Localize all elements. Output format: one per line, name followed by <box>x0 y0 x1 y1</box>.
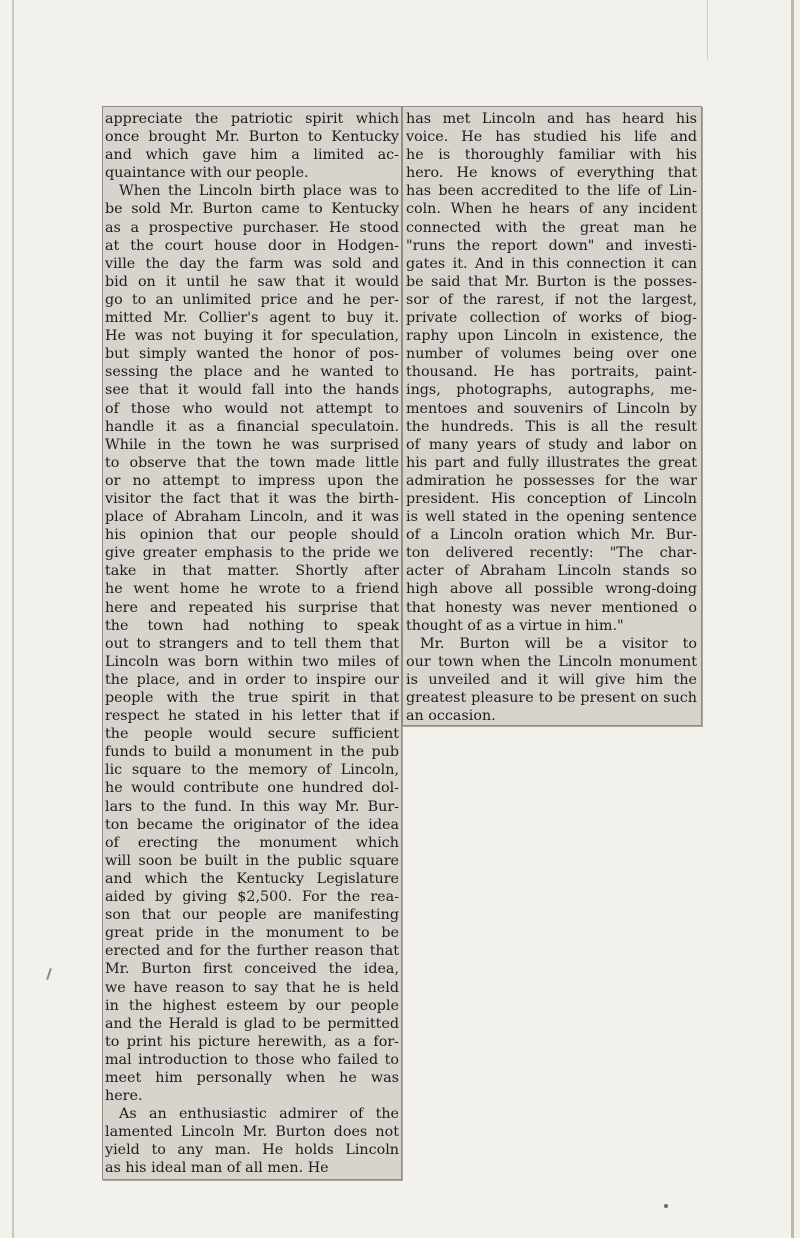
text-line: he went home he wrote to a friend <box>105 581 399 598</box>
text-line: be said that Mr. Burton is the posses- <box>406 273 697 290</box>
text-line: quaintance with our people. <box>105 165 309 182</box>
text-line: thousand. He has portraits, paint- <box>406 364 697 381</box>
text-line: of many years of study and labor on <box>406 436 697 453</box>
text-line: He was not buying it for speculation, <box>105 328 399 345</box>
text-line: gates it. And in this connection it can <box>406 255 697 272</box>
text-line: "runs the report down" and investi- <box>406 237 697 254</box>
text-line: people with the true spirit in that <box>105 690 399 706</box>
text-line: as his ideal man of all men. He <box>105 1160 329 1177</box>
text-line: see that it would fall into the hands <box>105 382 399 399</box>
page-edge-left <box>12 0 14 1238</box>
text-line: of a Lincoln oration which Mr. Bur- <box>406 527 697 544</box>
text-line: ton delivered recently: "The char- <box>406 545 697 562</box>
text-line: acter of Abraham Lincoln stands so <box>406 563 697 580</box>
text-line: lamented Lincoln Mr. Burton does not <box>105 1124 399 1141</box>
text-line: mal introduction to those who failed to <box>105 1051 399 1068</box>
text-line: Mr. Burton first conceived the idea, <box>105 961 399 978</box>
text-line: ton became the originator of the idea <box>105 816 399 833</box>
text-line: lic square to the memory of Lincoln, <box>105 762 399 779</box>
text-line: and which the Kentucky Legislature <box>105 870 399 887</box>
text-line: has been accredited to the life of Lin- <box>406 183 697 200</box>
text-line: the place, and in order to inspire our <box>105 671 399 688</box>
text-line: appreciate the patriotic spirit which <box>105 111 399 127</box>
text-line: here and repeated his surprise that <box>105 599 399 616</box>
text-line: of erecting the monument which <box>105 834 399 851</box>
text-line: admiration he possesses for the war <box>406 472 697 489</box>
text-line: greatest pleasure to be present on such <box>406 690 697 706</box>
text-line: take in that matter. Shortly after <box>105 563 399 580</box>
page-fold-line <box>707 0 708 60</box>
text-line: go to an unlimited price and he per- <box>105 291 399 308</box>
text-line: respect he stated in his letter that if <box>105 708 399 725</box>
text-line: here. <box>105 1088 143 1105</box>
text-line: number of volumes being over one <box>406 346 697 363</box>
text-line: to print his picture herewith, as a for- <box>105 1033 399 1050</box>
text-line: his opinion that our people should <box>105 527 399 544</box>
text-line: mitted Mr. Collier's agent to buy it. <box>105 310 399 327</box>
text-line: mentoes and souvenirs of Lincoln by <box>406 400 697 417</box>
text-line: is unveiled and it will give him the <box>406 671 697 688</box>
text-line: give greater emphasis to the pride we <box>105 545 399 562</box>
text-line: raphy upon Lincoln in existence, the <box>406 328 697 345</box>
text-line: When the Lincoln birth place was to <box>119 183 399 200</box>
ink-speck <box>664 1204 668 1208</box>
text-line: we have reason to say that he is held <box>105 979 399 996</box>
text-line: or no attempt to impress upon the <box>105 472 399 489</box>
text-line: sessing the place and he wanted to <box>105 364 399 381</box>
article-column-left <box>102 106 402 1180</box>
text-line: high above all possible wrong-doing <box>406 581 697 598</box>
text-line: thought of as a virtue in him." <box>406 617 624 634</box>
text-line: Lincoln was born within two miles of <box>105 653 399 670</box>
text-line: coln. When he hears of any incident <box>406 201 697 218</box>
text-line: son that our people are manifesting <box>105 907 399 924</box>
text-line: will soon be built in the public square <box>105 852 399 869</box>
text-line: and which gave him a limited ac- <box>105 147 399 164</box>
text-line: of those who would not attempt to <box>105 400 399 417</box>
text-line: meet him personally when he was <box>105 1069 399 1086</box>
text-line: Mr. Burton will be a visitor to <box>420 635 697 652</box>
text-line: once brought Mr. Burton to Kentucky <box>105 129 399 146</box>
text-line: funds to build a monument in the pub <box>105 744 399 761</box>
text-line: an occasion. <box>406 708 496 725</box>
text-line: as a prospective purchaser. He stood <box>105 219 399 236</box>
text-line: visitor the fact that it was the birth- <box>105 490 399 507</box>
text-line: sor of the rarest, if not the largest, <box>406 291 697 308</box>
text-line: handle it as a financial speculatoin. <box>105 418 399 435</box>
text-line: hero. He knows of everything that <box>406 165 697 182</box>
text-line: erected and for the further reason that <box>105 943 399 960</box>
text-line: aided by giving $2,500. For the rea- <box>105 889 399 906</box>
text-line: ings, photographs, autographs, me- <box>406 382 697 399</box>
text-line: the people would secure sufficient <box>105 726 399 743</box>
text-line: great pride in the monument to be <box>105 925 399 942</box>
text-line: ville the day the farm was sold and <box>105 255 399 272</box>
article-column-right <box>402 106 702 726</box>
text-line: is well stated in the opening sentence <box>406 509 697 526</box>
text-line: bid on it until he saw that it would <box>105 273 399 290</box>
text-line: be sold Mr. Burton came to Kentucky <box>105 201 399 218</box>
text-line: our town when the Lincoln monument <box>406 653 697 670</box>
text-line: place of Abraham Lincoln, and it was <box>105 509 399 526</box>
text-line: private collection of works of biog- <box>406 310 697 327</box>
text-line: his part and fully illustrates the great <box>406 454 697 471</box>
text-line: As an enthusiastic admirer of the <box>119 1106 399 1123</box>
text-line: at the court house door in Hodgen- <box>105 237 399 254</box>
text-line: president. His conception of Lincoln <box>406 490 697 507</box>
text-line: but simply wanted the honor of pos- <box>105 346 399 363</box>
text-line: to observe that the town made little <box>105 454 399 471</box>
pencil-mark <box>46 968 52 980</box>
text-line: voice. He has studied his life and <box>406 129 697 146</box>
text-line: in the highest esteem by our people <box>105 997 399 1014</box>
text-line: he is thoroughly familiar with his <box>406 147 697 164</box>
text-line: he would contribute one hundred dol- <box>105 780 399 797</box>
text-line: that honesty was never mentioned o <box>406 599 697 616</box>
text-line: and the Herald is glad to be permitted <box>105 1015 399 1032</box>
page-edge-right <box>791 0 794 1238</box>
text-line: has met Lincoln and has heard his <box>406 111 697 127</box>
text-line: yield to any man. He holds Lincoln <box>105 1142 399 1159</box>
text-line: connected with the great man he <box>406 219 697 236</box>
text-line: out to strangers and to tell them that <box>105 635 399 652</box>
text-line: lars to the fund. In this way Mr. Bur- <box>105 798 399 815</box>
text-line: the town had nothing to speak <box>105 617 399 634</box>
text-line: the hundreds. This is all the result <box>406 418 697 435</box>
text-line: While in the town he was surprised <box>105 436 399 453</box>
